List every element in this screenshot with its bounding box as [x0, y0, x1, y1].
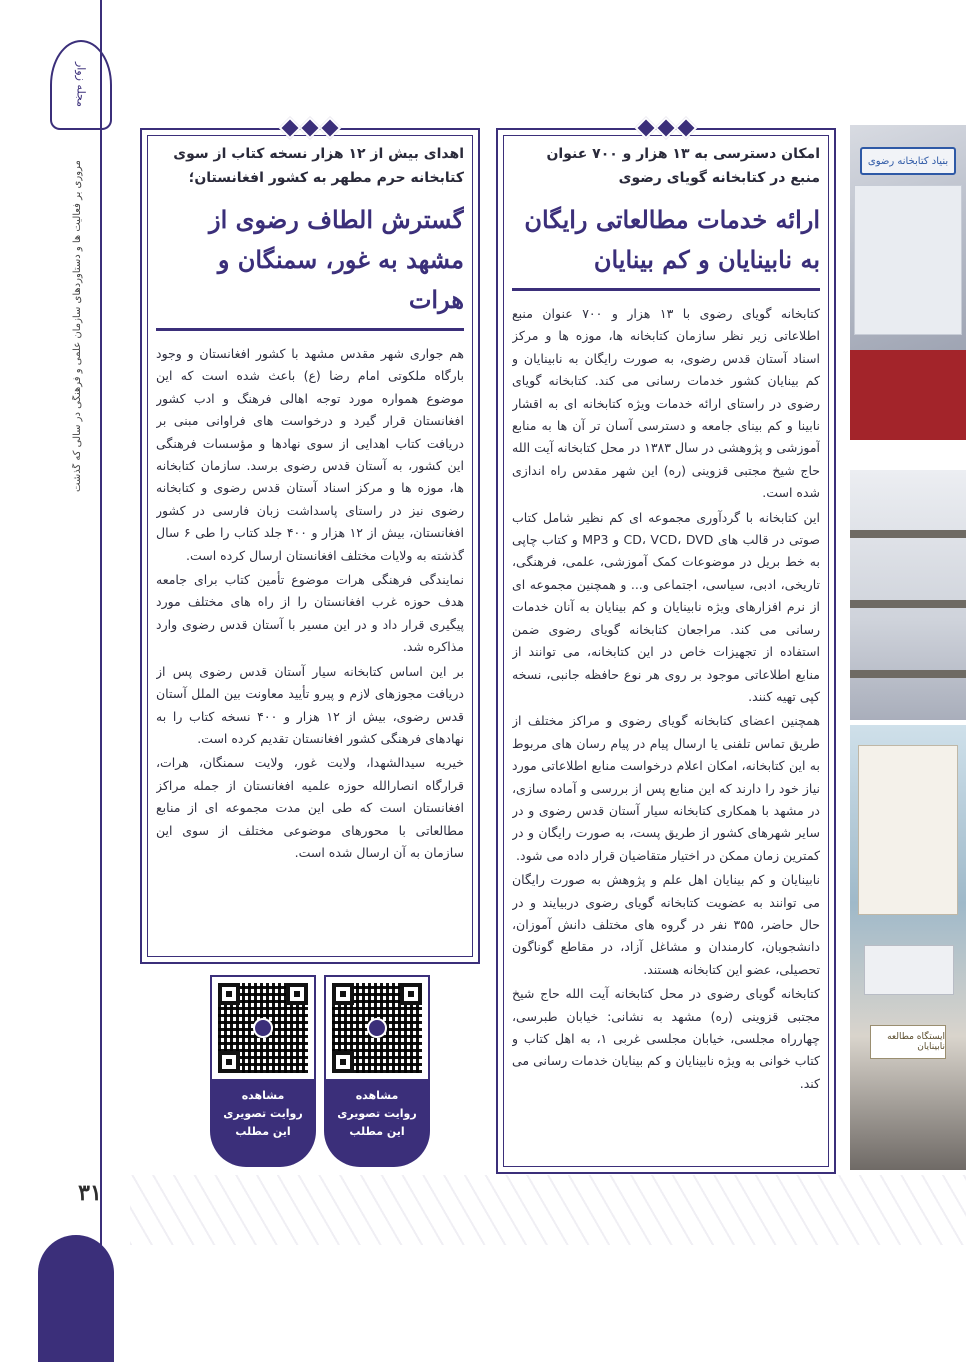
headline-rule	[512, 288, 820, 291]
bottom-tab	[38, 1235, 114, 1362]
qr-label-line: این مطلب	[349, 1125, 405, 1138]
qr-logo-icon	[367, 1018, 387, 1038]
right-paragraph: کتابخانه گویای رضوی با ۱۳ هزار و ۷۰۰ عنوان منبع اطلاعاتی زیر نظر سازمان کتابخانه ها، موزه ها و مرکز اسناد آستان قدس رضوی، به صورت رایگان به نابینایان و کم بینایان کشور خدمات رسانی می کند. کتابخانه گویای رضوی در راستای ارائه خدمات ویژه کتابخانه ای به اقشار نابینا و کم بینای جامعه و دسترسی آسان تر آن ها به منابع آموزشی و پژوهشی در سال ۱۳۸۳ در محل کتابخانه آیت الله حاج شیخ مجتبی قزوینی (ره) این شهر مقدس راه اندازی شده است.	[512, 306, 820, 501]
right-article	[496, 128, 836, 1174]
right-kicker: امکان دسترسی به ۱۳ هزار و ۷۰۰ عنوان منبع در کتابخانه گویای رضوی	[546, 146, 820, 186]
qr-label	[210, 1079, 316, 1167]
left-headline: گسترش الطاف رضوی از مشهد به غور، سمنگان و هرات	[209, 205, 464, 314]
right-paragraph: همچنین اعضای کتابخانه گویای رضوی و مراکز مختلف از طریق تماس تلفنی یا ارسال پیام در پیام رسان های مربوط به این کتابخانه، امکان اعلام درخواست منابع اطلاعاتی مورد نیاز خود را دارند که این منابع پس از بررسی و آماده سازی، در مشهد با همکاری کتابخانه سیار آستان قدس رضوی و در سایر شهرهای کشور از طریق پست، به صورت رایگان و در کمترین زمان ممکن در اختیار متقاضیان قرار داده می شود.	[512, 713, 820, 863]
photo-reading-station	[850, 725, 966, 1170]
magazine-logo	[50, 40, 112, 130]
logo-text: مجله زوار	[74, 62, 88, 108]
booth-structure	[854, 185, 962, 335]
left-paragraph: بر این اساس کتابخانه سیار آستان قدس رضوی پس از دریافت مجوزهای لازم و پیرو تأیید معاونت بین الملل آستان قدس رضوی، بیش از ۱۲ هزار و ۴۰۰ نسخه کتاب را به نهادهای فرهنگی کشور افغانستان تقدیم کرده است.	[156, 663, 464, 746]
qr-logo-icon	[253, 1018, 273, 1038]
qr-label-line: روایت تصویری	[223, 1107, 303, 1120]
headline-rule	[156, 328, 464, 331]
column-ornament	[634, 120, 698, 140]
qr-label-line: این مطلب	[235, 1125, 291, 1138]
left-paragraph: خیریه سیدالشهدا، ولایت غور، ولایت سمنگان، هرات، قرارگاه انصارالله حوزه علمیه افغانستان از جمله مراکز افغانستان است که طی این مدت مجموعه ای از منابع مطالعاتی با محورهای موضوعی مختلف از سوی این سازمان به آن ارسال شده است.	[156, 755, 464, 860]
left-article	[140, 128, 480, 964]
left-decor-strip	[0, 0, 120, 1362]
photo-exhibition-booth	[850, 125, 966, 440]
braille-printer	[864, 945, 954, 995]
red-carpet	[850, 350, 966, 440]
qr-label	[324, 1079, 430, 1167]
shelf	[850, 600, 966, 608]
strip-line	[100, 0, 102, 1362]
right-headline: ارائه خدمات مطالعاتی رایگان به نابینایان و کم بینایان	[524, 205, 820, 274]
right-paragraph: کتابخانه گویای رضوی در محل کتابخانه آیت الله حاج شیخ مجتبی قزوینی (ره) مشهد به نشانی: خیابان طبرسی، چهارراه مجلسی، خیابان مجلسی غربی ۱، به اهل کتاب و کتاب خوانی به ویژه نابینایان و کم بینایان خدمات رسانی می کند.	[512, 986, 820, 1091]
qr-label-line: مشاهده	[355, 1089, 399, 1102]
left-paragraph: هم جواری شهر مقدس مشهد با کشور افغانستان و وجود بارگاه ملکوتی امام رضا (ع) باعث شده است که این موضوع همواره مورد توجه اهالی فرهنگ و ادب کشور افغانستان قرار گیرد و درخواست های فراوانی مبنی بر دریافت کتاب اهدایی از سوی نهادها و مؤسسات فرهنگی این کشور، به آستان قدس رضوی برسد. سازمان کتابخانه ها، موزه ها و مرکز اسناد آستان قدس رضوی و کتابخانه رضوی نیز در راستای پاسداشت زبان فارسی در کشور افغانستان، بیش از ۱۲ هزار و ۴۰۰ جلد کتاب را طی ۶ سال گذشته به ولایات مختلف افغانستان ارسال کرده است.	[156, 346, 464, 563]
side-caption: مروری بر فعالیت ها و دستاوردهای سازمان علمی و فرهنگی در سالی که گذشت	[72, 160, 83, 492]
panel-caption: ایستگاه مطالعه نابینایان	[870, 1025, 946, 1059]
qr-code-card[interactable]	[324, 975, 430, 1167]
left-paragraph: نمایندگی فرهنگی هرات موضوع تأمین کتاب برای جامعه هدف حوزه غرب افغانستان را از راه های مختلف مورد پیگیری قرار داد و در این مسیر با آستان قدس رضوی وارد مذاکره شد.	[156, 572, 464, 655]
booth-sign: بنیاد کتابخانه رضوی	[860, 147, 956, 175]
qr-label-line: روایت تصویری	[337, 1107, 417, 1120]
qr-code[interactable]	[210, 975, 316, 1081]
info-board	[858, 745, 958, 915]
right-paragraph: این کتابخانه با گردآوری مجموعه ای کم نظیر شامل کتاب صوتی در قالب های CD، VCD، DVD و MP3 و کتاب چاپی به خط بریل در موضوعات کمک آموزشی، علمی، فرهنگی، تاریخی، ادبی، سیاسی، اجتماعی و... و همچنین مجموعه ای از نرم افزارهای ویژه نابینایان و کم بینایان به آنان خدمات رسانی می کند. مراجعان کتابخانه گویای رضوی ضمن استفاده از تجهیزات خاص در این کتابخانه، می توانند از منابع اطلاعاتی موجود بر روی هر نوع حافظه جانبی، نسخه کپی تهیه کنند.	[512, 509, 820, 704]
qr-label-line: مشاهده	[241, 1089, 285, 1102]
footer-pattern	[130, 1175, 966, 1245]
shelf	[850, 670, 966, 678]
qr-code[interactable]	[324, 975, 430, 1081]
shelf	[850, 530, 966, 538]
left-kicker: اهدای بیش از ۱۲ هزار نسخه کتاب از سوی کتابخانه حرم مطهر به کشور افغانستان؛	[173, 146, 464, 186]
right-paragraph: نابینایان و کم بینایان اهل علم و پژوهش به صورت رایگان می توانند به عضویت کتابخانه گویای رضوی دربیایند و در حال حاضر، ۳۵۵ نفر در گروه های مختلف دانش آموزان، دانشجویان، کارمندان و مشاغل آزاد، در مقاطع گوناگون تحصیلی، عضو این کتابخانه هستند.	[512, 872, 820, 977]
qr-code-card[interactable]	[210, 975, 316, 1167]
column-ornament	[278, 120, 342, 140]
photo-library-interior	[850, 470, 966, 720]
page-number: ۳۱	[78, 1180, 102, 1206]
